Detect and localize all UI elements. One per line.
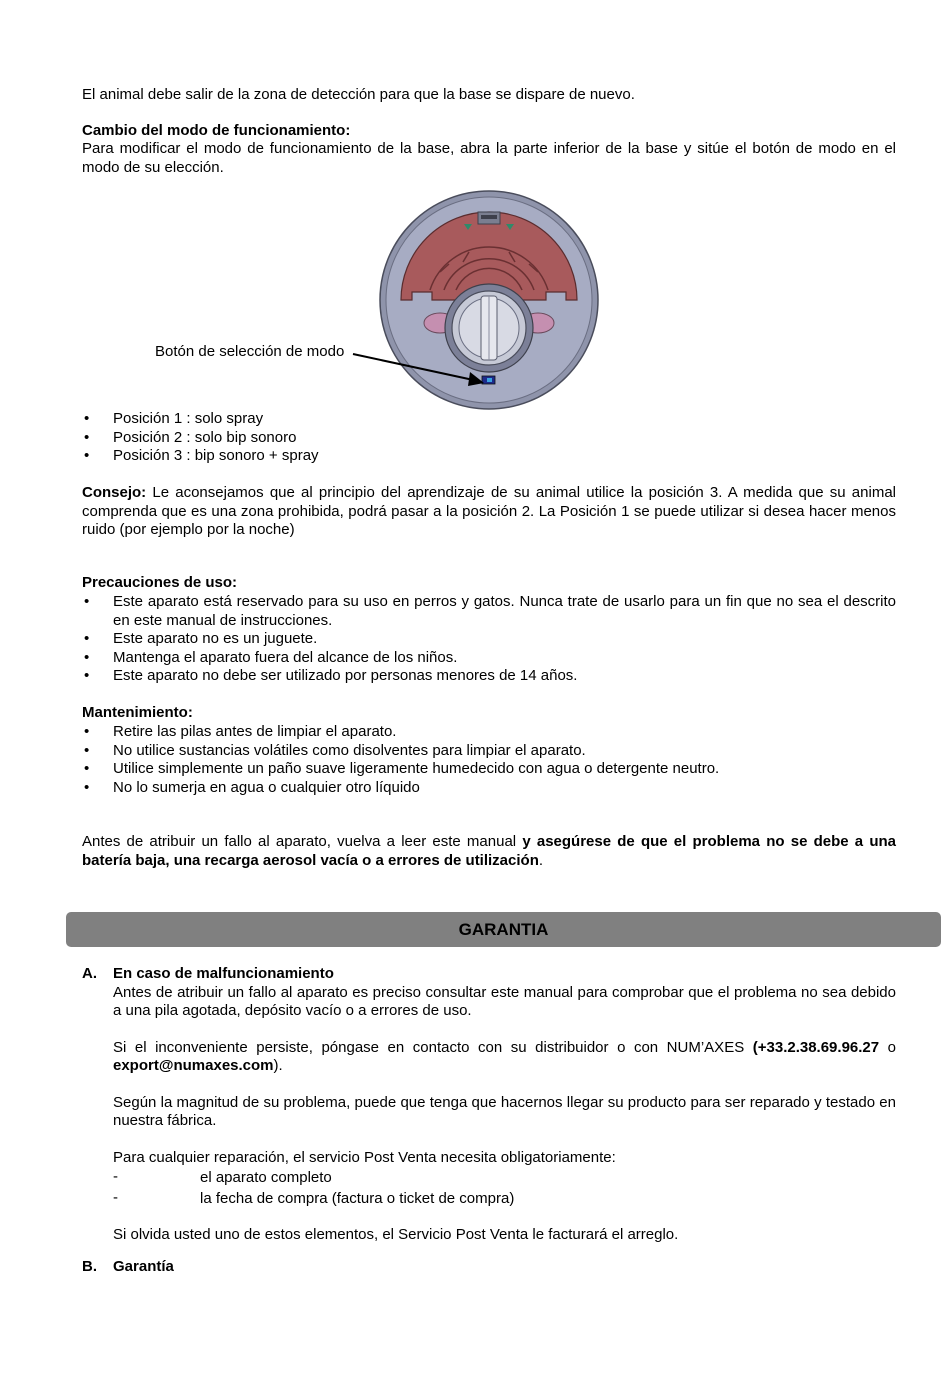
section-a-paragraph-5: Si olvida usted uno de estos elementos, el Servicio Post Venta le facturará el arreglo. [113, 1226, 679, 1243]
section-b [82, 1258, 896, 1277]
section-a-title: En caso de malfuncionamiento [113, 965, 334, 982]
requirement-text: la fecha de compra (factura o ticket de compra) [200, 1190, 515, 1207]
mode-change-heading: Cambio del modo de funcionamiento: [82, 122, 351, 139]
contact-phone: (+33.2.38.69.96.27 [752, 1038, 880, 1056]
advice-label: Consejo: [82, 484, 147, 501]
intro-paragraph: El animal debe salir de la zona de detección para que la base se dispare de nuevo. [82, 86, 635, 103]
list-item: • Utilice simplemente un paño suave ligeramente humedecido con agua o detergente neutro. [82, 760, 896, 779]
fault-note-emphasis: y asegúrese de que el problema no se debe a una batería baja, una recarga aerosol vacía o a errores de utilización [82, 833, 896, 869]
list-item [113, 1190, 896, 1211]
dash-marker: - [113, 1189, 118, 1206]
positions-list [82, 410, 896, 466]
section-a-paragraph-1: Antes de atribuir un fallo al aparato es preciso consultar este manual para comprobar que el problema no sea debido a una pila agotada, depósito vacío o a errores de uso. [113, 983, 896, 1019]
list-item: • Posición 2 : solo bip sonoro [82, 429, 896, 448]
advice-paragraph [82, 484, 896, 540]
contact-or: o [879, 1038, 896, 1056]
pointer-arrow-icon [350, 345, 490, 390]
contact-text: Si el inconveniente persiste, póngase en contacto con su distribuidor o con NUM’AXES [113, 1038, 753, 1056]
list-item: • No utilice sustancias volátiles como disolventes para limpiar el aparato. [82, 742, 896, 761]
list-item: • No lo sumerja en agua o cualquier otro líquido [82, 779, 896, 798]
fault-note-end: . [538, 851, 544, 869]
requirement-text: el aparato completo [200, 1169, 332, 1186]
mode-change-text: Para modificar el modo de funcionamiento de la base, abra la parte inferior de la base y sitúe el botón de modo en el modo de su elección. [82, 140, 896, 176]
requirements-list [113, 1169, 896, 1211]
fault-note-text: Antes de atribuir un fallo al aparato, vuelva a leer este manual [82, 833, 523, 850]
mode-button-label: Botón de selección de modo [155, 343, 345, 360]
advice-text: Le aconsejamos que al principio del aprendizaje de su animal utilice la posición 3. A medida que su animal comprenda que es una zona prohibida, podrá pasar a la posición 2. La Posición 1 se puede utilizar si desea hacer menos ruido (por ejemplo por la noche) [82, 484, 896, 538]
list-item [113, 1169, 896, 1190]
precautions-heading: Precauciones de uso: [82, 574, 238, 591]
list-item: • Posición 3 : bip sonoro + spray [82, 447, 896, 466]
list-item: • Este aparato no debe ser utilizado por personas menores de 14 años. [82, 667, 896, 686]
contact-email: export@numaxes.com [113, 1057, 274, 1074]
contact-end: ). [273, 1057, 283, 1074]
section-a [82, 965, 896, 1245]
list-item: • Mantenga el aparato fuera del alcance de los niños. [82, 649, 896, 668]
list-item: • Posición 1 : solo spray [82, 410, 896, 429]
section-a-paragraph-4: Para cualquier reparación, el servicio Post Venta necesita obligatoriamente: [113, 1148, 616, 1166]
section-a-letter: A. [82, 965, 97, 982]
guarantee-banner: GARANTIA [66, 912, 941, 947]
list-item: • Este aparato está reservado para su uso en perros y gatos. Nunca trate de usarlo para un fin que no sea el descrito en este manual de instrucciones. [82, 593, 896, 630]
dash-marker: - [113, 1168, 118, 1185]
maintenance-heading: Mantenimiento: [82, 704, 193, 721]
section-b-letter: B. [82, 1258, 97, 1275]
fault-note-paragraph [82, 833, 896, 870]
list-item: • Retire las pilas antes de limpiar el aparato. [82, 723, 896, 742]
section-b-title: Garantía [113, 1258, 174, 1275]
maintenance-list [82, 723, 896, 797]
section-a-paragraph-3: Según la magnitud de su problema, puede que tenga que hacernos llegar su producto para ser reparado y testado en nuestra fábrica. [113, 1093, 896, 1129]
list-item: • Este aparato no es un juguete. [82, 630, 896, 649]
section-a-contact-paragraph [113, 1039, 896, 1076]
precautions-list [82, 593, 896, 686]
